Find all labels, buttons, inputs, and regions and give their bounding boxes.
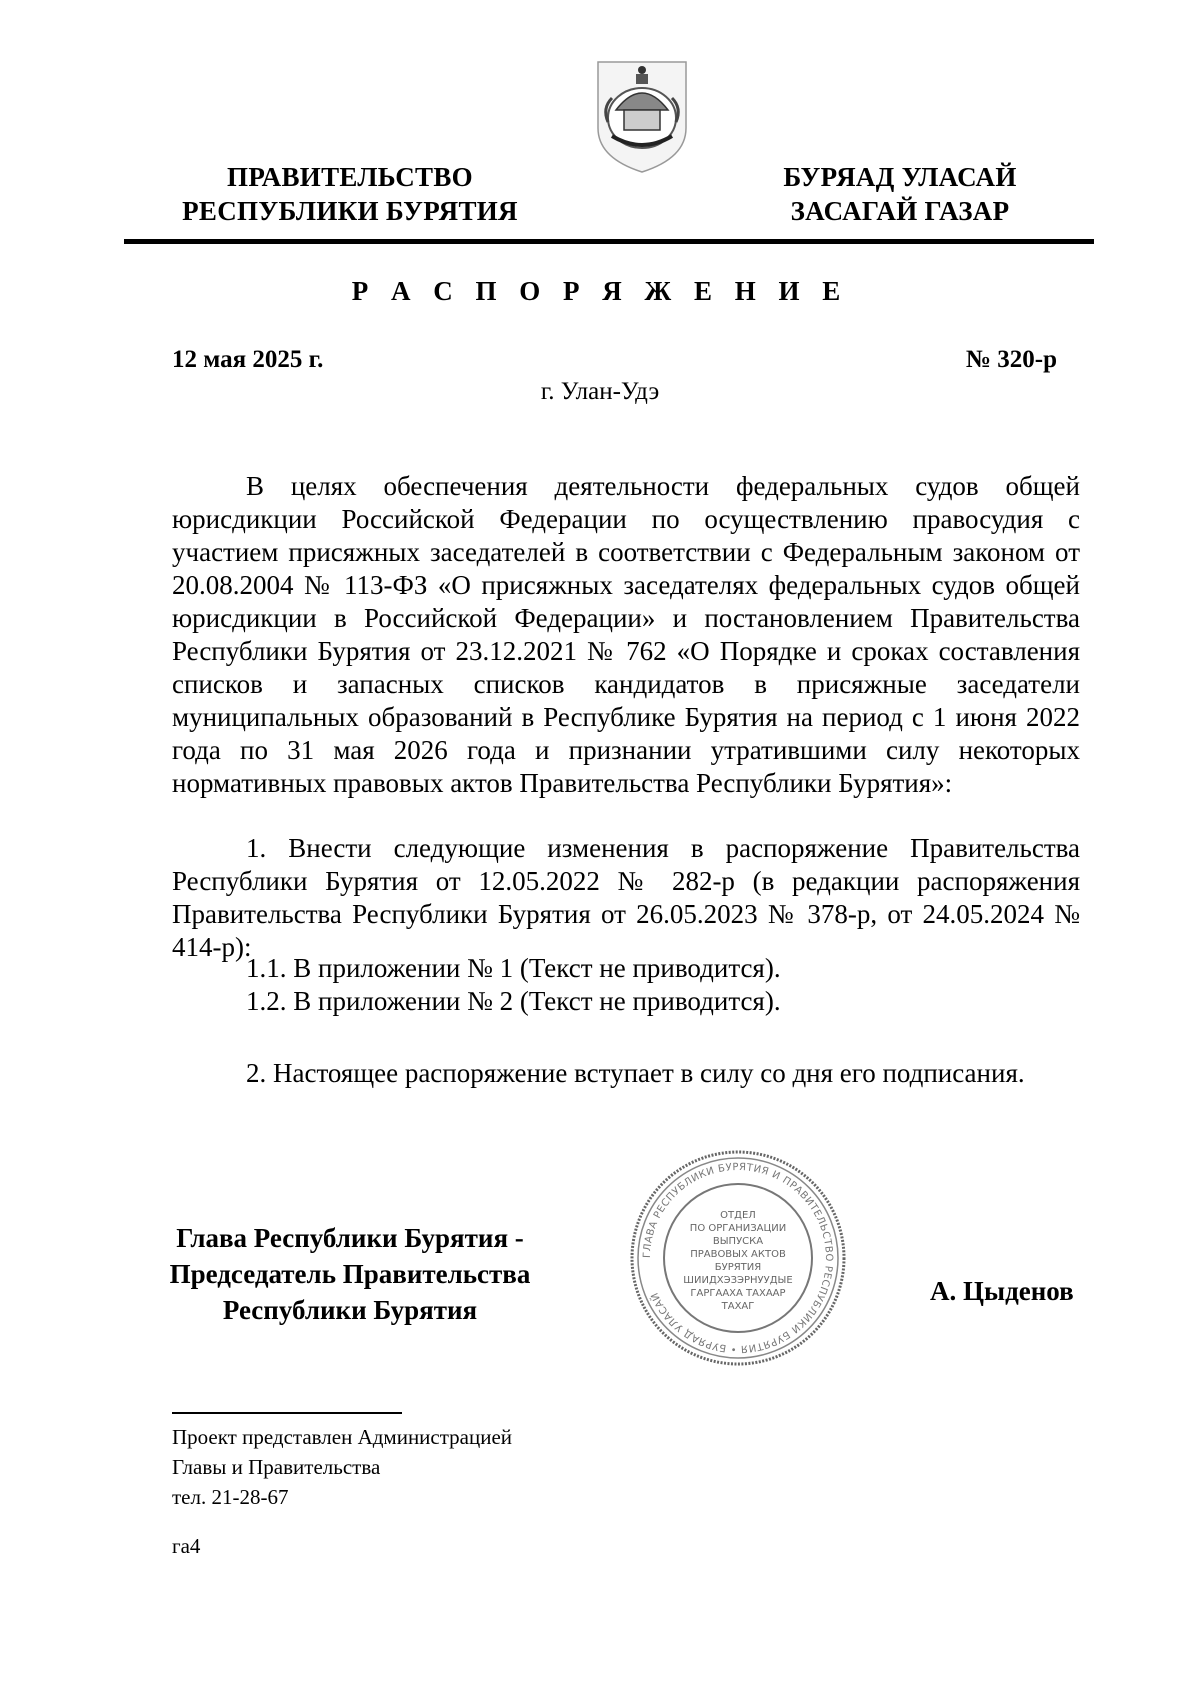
- header-divider: [124, 239, 1094, 244]
- seal-line: ПО ОРГАНИЗАЦИИ: [689, 1223, 787, 1234]
- seal-line: ТАХАГ: [721, 1301, 755, 1312]
- item-1-paragraph: [172, 832, 1080, 964]
- document-title: Р А С П О Р Я Ж Е Н И Е: [351, 276, 849, 306]
- footnote-line1: Проект представлен Администрацией: [172, 1425, 513, 1449]
- signer-position-line1: Глава Республики Бурятия -: [176, 1223, 524, 1253]
- document-number: № 320-р: [965, 346, 1057, 373]
- item-2: 2. Настоящее распоряжение вступает в силу со дня его подписания.: [246, 1058, 1025, 1088]
- footnote-line2: Главы и Правительства: [172, 1455, 381, 1479]
- coat-of-arms-icon: [594, 58, 690, 176]
- header-right-line1: БУРЯАД УЛАСАЙ: [783, 162, 1017, 192]
- footnote-phone: тел. 21-28-67: [172, 1485, 289, 1509]
- footnote-divider: [172, 1412, 402, 1414]
- signer-position-line2: Председатель Правительства: [169, 1259, 531, 1289]
- signer-name: А. Цыденов: [930, 1276, 1074, 1306]
- seal-line: ГАРГААХА ТАХААР: [690, 1288, 786, 1299]
- item-1-2: 1.2. В приложении № 2 (Текст не приводится).: [246, 986, 781, 1016]
- seal-ring-text: ГЛАВА РЕСПУБЛИКИ БУРЯТИЯ И ПРАВИТЕЛЬСТВО РЕСПУБЛИКИ БУРЯТИЯ • БУРЯАД УЛАСАЙ: [641, 1161, 835, 1355]
- document-date: 12 мая 2025 г.: [172, 346, 324, 373]
- seal-line: ШИИДХЭЗЭРНУУДЫЕ: [683, 1275, 793, 1286]
- document-code: га4: [172, 1534, 201, 1558]
- header-left-line1: ПРАВИТЕЛЬСТВО: [227, 162, 473, 192]
- document-city: г. Улан-Удэ: [540, 378, 660, 405]
- official-seal-icon: [628, 1148, 848, 1368]
- signer-position: [150, 1220, 550, 1328]
- seal-line: БУРЯТИЯ: [714, 1262, 762, 1273]
- intro-text: В целях обеспечения деятельности федеральных судов общей юрисдикции Российской Федерации по осуществлению правосудия с участием присяжных заседателей в соответствии с Федеральным законом от 20.08.2004 № 113-ФЗ «О присяжных заседателях федеральных судов общей юрисдикции в Российской Федерации» и постановлением Правительства Республики Бурятия от 23.12.2021 № 762 «О Порядке и сроках составления списков и запасных списков кандидатов в присяжные заседатели муниципальных образований в Республике Бурятия на период с 1 июня 2022 года по 31 мая 2026 года и признании утратившими силу некоторых нормативных правовых актов Правительства Республики Бурятия»:: [172, 471, 1080, 798]
- intro-paragraph: [172, 470, 1080, 800]
- item-1-1: 1.1. В приложении № 1 (Текст не приводится).: [246, 953, 781, 983]
- item-1-text: 1. Внести следующие изменения в распоряжение Правительства Республики Бурятия от 12.05.2022 № 282-р (в редакции распоряжения Правительства Республики Бурятия от 26.05.2023 № 378-р, от 24.05.2024 № 414-р):: [172, 833, 1080, 962]
- seal-line: ОТДЕЛ: [720, 1210, 756, 1221]
- seal-line: ПРАВОВЫХ АКТОВ: [690, 1249, 786, 1260]
- signer-position-line3: Республики Бурятия: [222, 1295, 478, 1325]
- header-left-line2: РЕСПУБЛИКИ БУРЯТИЯ: [182, 196, 518, 226]
- header-right-line2: ЗАСАГАЙ ГАЗАР: [790, 196, 1010, 226]
- header-left: [170, 160, 530, 228]
- seal-line: ВЫПУСКА: [712, 1236, 764, 1247]
- footnote: [172, 1422, 512, 1512]
- header-right: [740, 160, 1060, 228]
